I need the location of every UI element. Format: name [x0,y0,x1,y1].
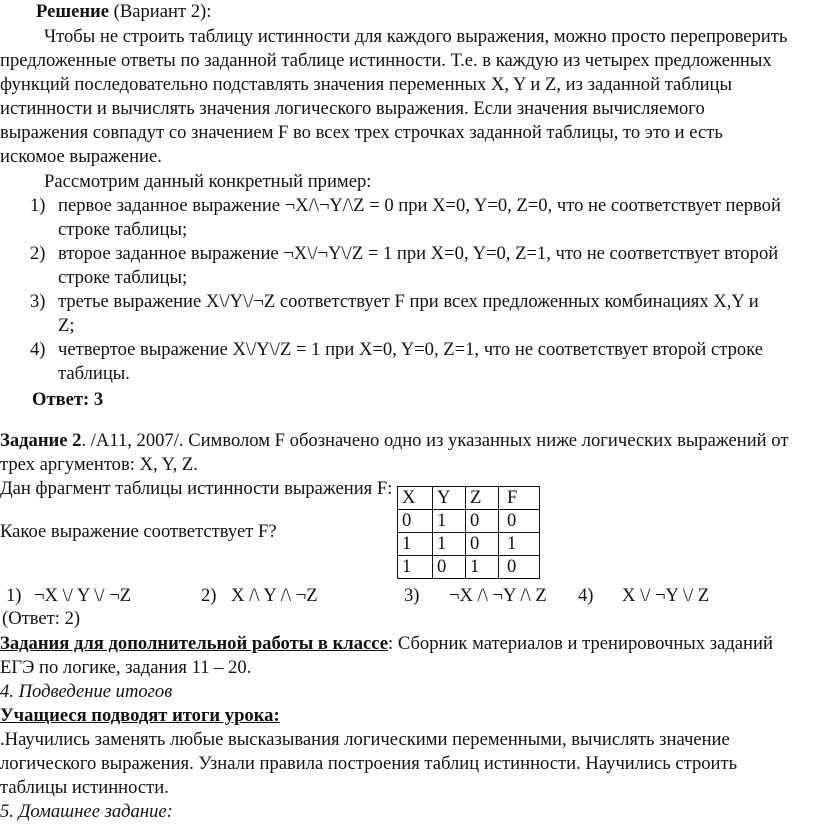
summary-subheading: Учащиеся подводят итоги урока: [0,705,280,726]
list-item-line: третье выражение X\/Y\/¬Z соответствует F при всех предложенных комбинациях X,Y и [58,291,759,312]
list-item-line: первое заданное выражение ¬X/\¬Y/\Z = 0 при X=0, Y=0, Z=0, что не соответствует первой [58,195,781,216]
solution-para1-line: предложенные ответы по заданной таблице истинности. Т.е. в каждую из четырех предложенных [0,50,772,71]
extra-heading [0,632,773,656]
truth-table [397,486,540,579]
option-number: 1) [6,585,22,606]
table-cell: 1 [499,533,540,556]
summary-line: .Научились заменять любые высказывания логическими переменными, вычислять значение [0,729,730,750]
summary-line: таблицы истинности. [0,777,169,798]
option-expression: X /\ Y /\ ¬Z [231,585,318,606]
option-expression: ¬X \/ Y \/ ¬Z [34,585,132,606]
list-number: 2) [30,243,46,264]
table-cell: 1 [433,510,466,533]
list-item-line: второе заданное выражение ¬X\/¬Y\/Z = 1 при X=0, Y=0, Z=1, что не соответствует второй [58,243,779,264]
task-title: Задание 2 [0,430,82,451]
table-header-cell: X [398,487,433,510]
table-row [398,556,540,579]
task-line1: . /A11, 2007/. Символом F обозначено одно из указанных ниже логических выражений от [81,430,789,451]
table-header-row [398,487,540,510]
table-cell: 0 [398,510,433,533]
extra-title: Задания для дополнительной работы в классе [0,633,388,654]
solution-answer: Ответ: 3 [32,389,104,410]
list-number: 1) [30,195,46,216]
option-expression: X \/ ¬Y \/ Z [622,585,710,606]
summary-heading: 4. Подведение итогов [0,681,173,702]
solution-para1-line: Чтобы не строить таблицу истинности для каждого выражения, можно просто перепроверить [44,26,788,47]
table-cell: 0 [499,510,540,533]
table-row [398,510,540,533]
solution-para1-line: истинности и вычислять значения логического выражения. Если значения вычисляемого [0,98,705,119]
solution-para1-line: выражения совпадут со значением F во всех трех строчках заданной таблицы, то это и есть [0,122,723,143]
solution-heading [36,0,211,24]
list-item-line: четвертое выражение X\/Y\/Z = 1 при X=0, Y=0, Z=1, что не соответствует второй строке [58,339,764,360]
solution-para1-line: искомое выражение. [0,146,162,167]
solution-para1-line: функций последовательно подставлять значения переменных X, Y и Z, из заданной таблицы [0,74,732,95]
extra-rest: : Сборник материалов и тренировочных заданий [388,633,773,654]
option-number: 4) [578,585,594,606]
solution-para2: Рассмотрим данный конкретный пример: [44,171,372,192]
task-heading [0,429,788,453]
table-cell: 1 [398,533,433,556]
task-question: Какое выражение соответствует F? [0,521,277,542]
summary-line: логического выражения. Узнали правила построения таблиц истинности. Научились строить [0,753,738,774]
table-cell: 0 [433,556,466,579]
table-cell: 0 [466,510,499,533]
table-cell: 1 [466,556,499,579]
table-cell: 0 [499,556,540,579]
task-answer: (Ответ: 2) [2,608,81,629]
table-header-cell: Z [466,487,499,510]
table-cell: 1 [433,533,466,556]
table-row [398,533,540,556]
extra-line2: ЕГЭ по логике, задания 11 – 20. [0,657,252,678]
list-item-line: строке таблицы; [58,219,188,240]
table-cell: 1 [398,556,433,579]
solution-variant: (Вариант 2): [109,1,212,22]
option-expression: ¬X /\ ¬Y /\ Z [449,585,547,606]
table-cell: 0 [466,533,499,556]
solution-title: Решение [36,1,109,22]
list-number: 3) [30,291,46,312]
task-line2: трех аргументов: X, Y, Z. [0,454,198,475]
table-header-cell: F [499,487,540,510]
option-number: 2) [201,585,217,606]
table-header-cell: Y [433,487,466,510]
list-item-line: таблицы. [58,363,130,384]
task-line3: Дан фрагмент таблицы истинности выражения F: [0,478,393,499]
list-item-line: Z; [58,315,75,336]
list-item-line: строке таблицы; [58,267,188,288]
homework-heading: 5. Домашнее задание: [0,801,173,822]
option-number: 3) [404,585,420,606]
list-number: 4) [30,339,46,360]
